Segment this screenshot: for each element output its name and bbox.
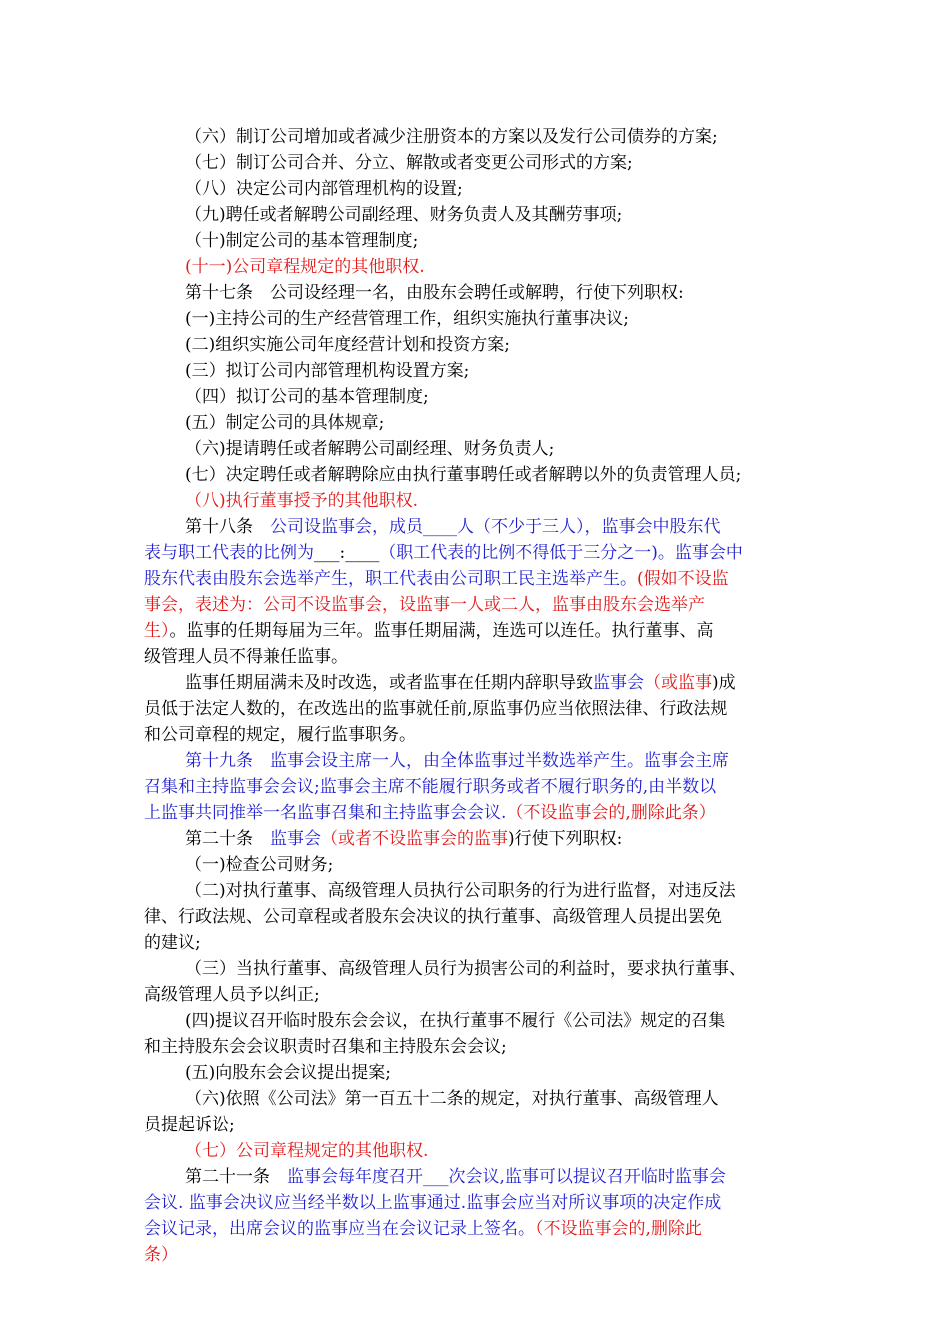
list-item: （十)制定公司的基本管理制度; xyxy=(185,231,419,251)
list-item: (四)提议召开临时股东会会议，在执行董事不履行《公司法》规定的召集 xyxy=(185,1011,726,1031)
list-item: （一)检查公司财务; xyxy=(185,855,334,875)
list-item: (十一)公司章程规定的其他职权. xyxy=(185,257,425,277)
list-item: (二)组织实施公司年度经营计划和投资方案; xyxy=(185,335,510,355)
article-18-line: 监事任期届满未及时改选，或者监事在任期内辞职导致监事会（或监事)成 xyxy=(185,673,736,693)
list-item: (一)主持公司的生产经营管理工作，组织实施执行董事决议; xyxy=(185,309,629,329)
list-item: 的建议; xyxy=(144,933,201,953)
list-item: 高级管理人员予以纠正; xyxy=(144,985,320,1005)
list-item: 员提起诉讼; xyxy=(144,1115,235,1135)
article-17-title: 第十七条 公司设经理一名，由股东会聘任或解聘，行使下列职权: xyxy=(185,283,684,303)
article-21-line: 会议记录，出席会议的监事应当在会议记录上签名。（不设监事会的,删除此 xyxy=(144,1219,702,1239)
list-item: （八)执行董事授予的其他职权. xyxy=(185,491,419,511)
list-item: (五)向股东会会议提出提案; xyxy=(185,1063,391,1083)
article-19-line: 召集和主持监事会会议;监事会主席不能履行职务或者不履行职务的,由半数以 xyxy=(144,777,717,797)
list-item: 律、行政法规、公司章程或者股东会决议的执行董事、高级管理人员提出罢免 xyxy=(144,907,722,927)
article-18-line: 表与职工代表的比例为___:____（职工代表的比例不得低于三分之一)。监事会中 xyxy=(144,543,743,563)
article-18-line: 事会，表述为：公司不设监事会，设监事一人或二人，监事由股东会选举产 xyxy=(144,595,705,615)
list-item: (三）拟订公司内部管理机构设置方案; xyxy=(185,361,470,381)
article-18-line: 和公司章程的规定，履行监事职务。 xyxy=(144,725,416,745)
article-21-line: 会议. 监事会决议应当经半数以上监事通过.监事会应当对所议事项的决定作成 xyxy=(144,1193,722,1213)
blank-field: ____ xyxy=(423,517,457,537)
article-21-line: 第二十一条 监事会每年度召开___次会议,监事可以提议召开临时监事会 xyxy=(185,1167,726,1187)
article-18-line: 第十八条 公司设监事会，成员____人（不少于三人），监事会中股东代 xyxy=(185,517,721,537)
article-21-line: 条） xyxy=(144,1245,178,1265)
article-18-line: 生）。监事的任期每届为三年。监事任期届满，连选可以连任。执行董事、高 xyxy=(144,621,714,641)
article-19-line: 第十九条 监事会设主席一人，由全体监事过半数选举产生。监事会主席 xyxy=(185,751,729,771)
list-item: （七）公司章程规定的其他职权. xyxy=(185,1141,429,1161)
list-item: （三）当执行董事、高级管理人员行为损害公司的利益时，要求执行董事、 xyxy=(185,959,746,979)
list-item: (五）制定公司的具体规章; xyxy=(185,413,385,433)
blank-field: ___:____ xyxy=(314,543,380,563)
article-19-line: 上监事共同推举一名监事召集和主持监事会会议.（不设监事会的,删除此条） xyxy=(144,803,716,823)
list-item: （七）制订公司合并、分立、解散或者变更公司形式的方案; xyxy=(185,153,633,173)
list-item: （六)提请聘任或者解聘公司副经理、财务负责人; xyxy=(185,439,555,459)
list-item: 和主持股东会会议职责时召集和主持股东会会议; xyxy=(144,1037,507,1057)
list-item: （四）拟订公司的基本管理制度; xyxy=(185,387,429,407)
article-18-label: 第十八条 xyxy=(185,517,270,537)
article-18-line: 级管理人员不得兼任监事。 xyxy=(144,647,348,667)
list-item: （九)聘任或者解聘公司副经理、财务负责人及其酬劳事项; xyxy=(185,205,623,225)
article-18-line: 员低于法定人数的，在改选出的监事就任前,原监事仍应当依照法律、行政法规 xyxy=(144,699,728,719)
list-item: (七）决定聘任或者解聘除应由执行董事聘任或者解聘以外的负责管理人员; xyxy=(185,465,742,485)
article-18-line: 股东代表由股东会选举产生，职工代表由公司职工民主选举产生。(假如不设监 xyxy=(144,569,729,589)
list-item: （八）决定公司内部管理机构的设置; xyxy=(185,179,463,199)
article-20-title: 第二十条 监事会（或者不设监事会的监事)行使下列职权: xyxy=(185,829,623,849)
blank-field: ___ xyxy=(423,1167,449,1187)
list-item: （六）制订公司增加或者减少注册资本的方案以及发行公司债券的方案; xyxy=(185,127,718,147)
list-item: （六)依照《公司法》第一百五十二条的规定，对执行董事、高级管理人 xyxy=(185,1089,719,1109)
list-item: （二)对执行董事、高级管理人员执行公司职务的行为进行监督，对违反法 xyxy=(185,881,736,901)
